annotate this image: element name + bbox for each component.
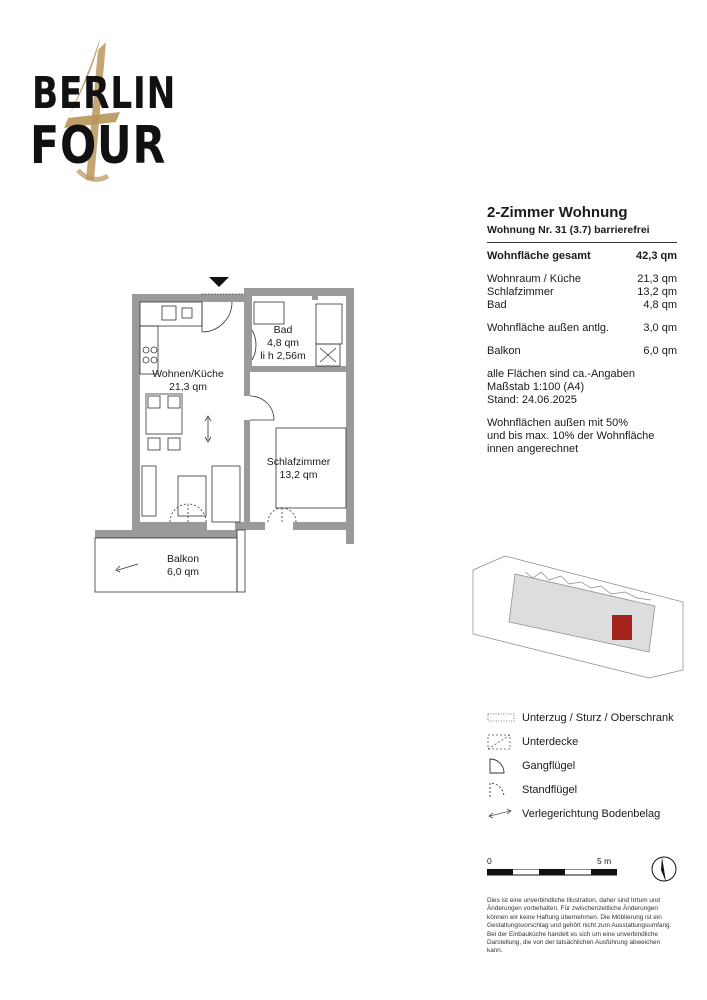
room-name: Wohnen/Küche [152, 368, 224, 380]
room-row-value: 4,8 qm [643, 299, 677, 311]
room-area: 6,0 qm [166, 566, 200, 578]
room-row-value: 13,2 qm [637, 286, 677, 298]
outside-value: 3,0 qm [643, 322, 677, 334]
double-arrow-icon [487, 806, 515, 822]
outside-label: Wohnfläche außen antlg. [487, 322, 610, 334]
room-label-wohnen [148, 368, 228, 394]
balkon-row [487, 345, 677, 358]
info-panel [487, 204, 677, 456]
room-name: Bad [273, 324, 293, 336]
dashed-diagonal-box-icon [487, 734, 515, 750]
room-row [487, 299, 677, 312]
room-name: Balkon [166, 553, 200, 565]
outside-area-row [487, 322, 677, 335]
room-row-label: Schlafzimmer [487, 286, 554, 298]
berlin-four-logo [28, 30, 177, 190]
scale-ruler [487, 869, 617, 877]
floor-plan [90, 270, 370, 600]
logo-line-2: FOUR [30, 116, 167, 176]
legend-item [487, 706, 687, 730]
scale-bar [487, 856, 617, 886]
site-plan [465, 552, 690, 682]
legend-item [487, 778, 687, 802]
room-name: Schlafzimmer [266, 456, 331, 468]
legend [487, 706, 687, 826]
notes [487, 368, 677, 456]
room-label-balkon [148, 553, 218, 579]
note-line: Wohnflächen außen mit 50% [487, 417, 629, 429]
disclaimer: Dies ist eine unverbindliche Illustration, daher sind Irrtum und Änderungen vorbehalten. Für zwischenzeitliche Änderungen können wir keine Haftung übernehmen. Die Möblierung ist ein Gestaltungsvorschlag und gehört nicht zum Ausstattungsumfang. Bei der Einbauküche handelt es sich um eine unverbindliche Darstellung, die von der tatsächlichen Ausführung abweichen kann. [487, 897, 672, 955]
balkon-label: Balkon [487, 345, 521, 357]
dashed-door-swing-icon [487, 782, 515, 798]
dotted-rectangle-icon [487, 710, 515, 726]
note-line: Stand: 24.06.2025 [487, 394, 577, 406]
scale-end: 5 m [597, 856, 612, 866]
room-row [487, 286, 677, 299]
room-label-bad [253, 324, 313, 363]
legend-item [487, 802, 687, 826]
room-row-value: 21,3 qm [637, 273, 677, 285]
note-line: Maßstab 1:100 (A4) [487, 381, 585, 393]
total-area-row [487, 250, 677, 263]
room-area: 4,8 qm [266, 337, 300, 349]
apartment-subtitle: Wohnung Nr. 31 (3.7) barrierefrei [487, 224, 650, 236]
room-area: 21,3 qm [169, 381, 207, 393]
room-row-label: Bad [487, 299, 507, 311]
note-line: alle Flächen sind ca.-Angaben [487, 368, 635, 380]
entrance-arrow-icon [209, 277, 229, 287]
note-line: und bis max. 10% der Wohnfläche [487, 430, 655, 442]
room-area: 13,2 qm [279, 469, 318, 481]
room-height: li h 2,56m [260, 350, 306, 362]
legend-label: Gangflügel [522, 760, 576, 772]
logo-line-1: BERLIN [32, 68, 177, 119]
legend-item [487, 754, 687, 778]
apartment-highlight-marker [612, 615, 632, 640]
north-arrow-icon [650, 852, 678, 886]
note-line: innen angerechnet [487, 443, 579, 455]
room-label-schlaf [256, 456, 341, 482]
legend-label: Unterdecke [522, 736, 579, 748]
scale-start: 0 [487, 856, 492, 866]
room-row [487, 273, 677, 286]
door-swing-icon [487, 758, 515, 774]
total-value: 42,3 qm [636, 250, 677, 262]
divider [487, 242, 677, 243]
legend-label: Standflügel [522, 784, 578, 796]
balkon-value: 6,0 qm [643, 345, 677, 357]
total-label: Wohnfläche gesamt [487, 250, 591, 262]
legend-item [487, 730, 687, 754]
legend-label: Verlegerichtung Bodenbelag [522, 808, 661, 820]
page-title: 2-Zimmer Wohnung [487, 204, 628, 221]
legend-label: Unterzug / Sturz / Oberschrank [522, 712, 674, 724]
room-row-label: Wohnraum / Küche [487, 273, 581, 285]
